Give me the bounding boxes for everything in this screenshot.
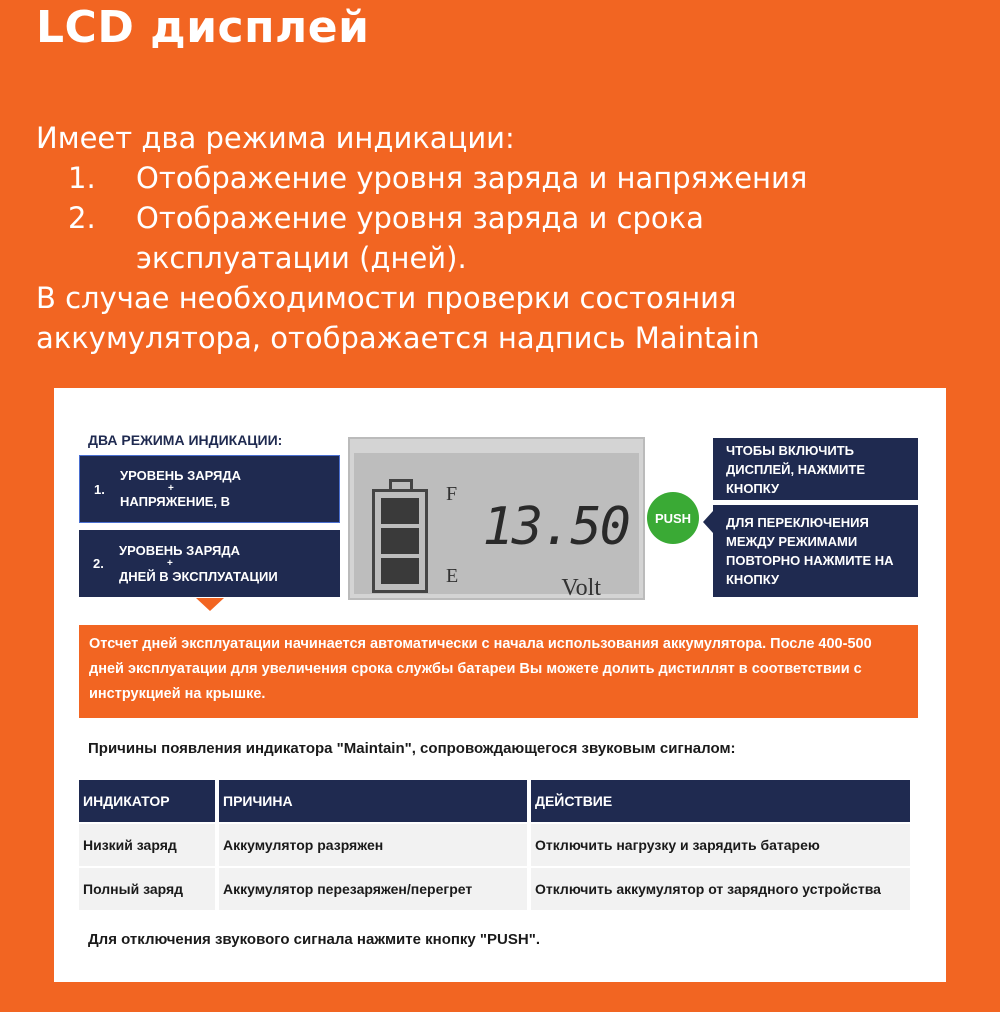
- lcd-unit: Volt: [561, 575, 601, 601]
- lcd-value: 13.50: [482, 497, 629, 557]
- tip-turn-on: ЧТОБЫ ВКЛЮЧИТЬ ДИСПЛЕЙ, НАЖМИТЕ КНОПКУ: [713, 438, 918, 500]
- table-header: ИНДИКАТОР ПРИЧИНА ДЕЙСТВИЕ: [79, 780, 910, 822]
- slide-body: [36, 118, 976, 358]
- list-item: 2. Отображение уровня заряда и срока эксплуатации (дней).: [68, 201, 704, 275]
- lcd-display: F E 13.50 Volt: [348, 437, 645, 600]
- lcd-info-card: [54, 388, 946, 982]
- push-button[interactable]: PUSH: [647, 492, 699, 544]
- modes-heading: ДВА РЕЖИМА ИНДИКАЦИИ:: [88, 432, 283, 448]
- maintain-table: [75, 778, 914, 912]
- tip-switch-mode: ДЛЯ ПЕРЕКЛЮЧЕНИЯ МЕЖДУ РЕЖИМАМИ ПОВТОРНО НАЖМИТЕ НА КНОПКУ: [713, 505, 918, 597]
- outro-text: В случае необходимости проверки состояния аккумулятора, отображается надпись Maintain: [36, 281, 760, 355]
- slide-title: LCD дисплей: [36, 2, 370, 53]
- maintain-reasons-heading: Причины появления индикатора "Maintain", сопровождающегося звуковым сигналом:: [88, 740, 736, 757]
- mode-1-box: 1. УРОВЕНЬ ЗАРЯДА + НАПРЯЖЕНИЕ, В: [79, 455, 340, 523]
- down-arrow-icon: [196, 598, 224, 611]
- footer-note: Для отключения звукового сигнала нажмите кнопку "PUSH".: [88, 931, 540, 948]
- table-row: Низкий заряд Аккумулятор разряжен Отключить нагрузку и зарядить батарею: [79, 824, 910, 866]
- list-item: 1. Отображение уровня заряда и напряжения: [68, 161, 808, 195]
- battery-icon: [372, 489, 428, 593]
- intro-text: Имеет два режима индикации:: [36, 121, 515, 155]
- mode-2-box: 2. УРОВЕНЬ ЗАРЯДА + ДНЕЙ В ЭКСПЛУАТАЦИИ: [79, 530, 340, 597]
- operation-days-banner: Отсчет дней эксплуатации начинается автоматически с начала использования аккумулятора. После 400-500 дней эксплуатации для увеличения срока службы батареи Вы можете долить дистиллят в соответствии с инструкцией на крышке.: [79, 625, 918, 718]
- table-row: Полный заряд Аккумулятор перезаряжен/перегрет Отключить аккумулятор от зарядного устройства: [79, 868, 910, 910]
